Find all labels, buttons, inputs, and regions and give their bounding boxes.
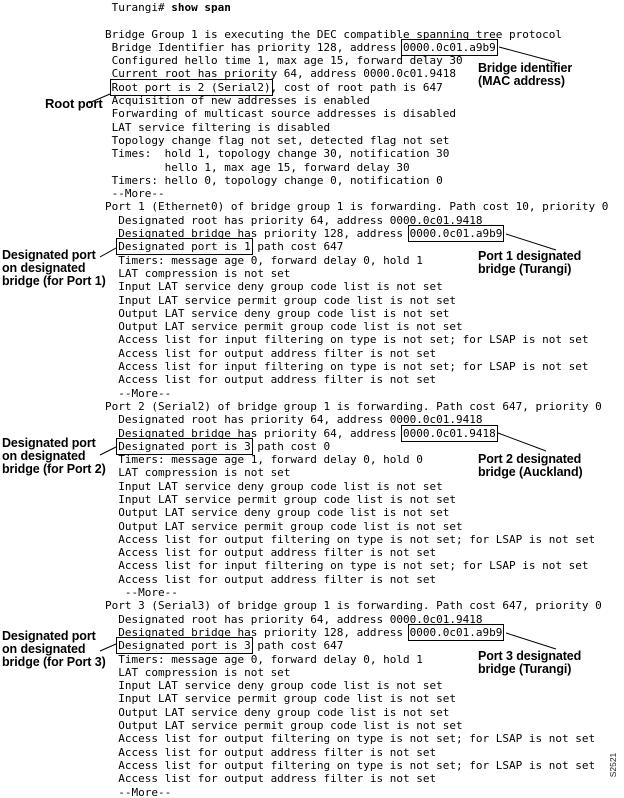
terminal-text: Turangi# — [105, 1, 172, 14]
callout-text: on designated — [2, 449, 86, 463]
terminal-text: Current root has priority 64, address 0000.0c01.9418 — [105, 67, 456, 81]
terminal-text: Access list for input filtering on type is not set; for LSAP is not set — [105, 559, 589, 573]
callout-designated-port-2 — [2, 437, 106, 476]
terminal-text: Access list for output address filter is not set — [105, 572, 437, 586]
leader-port2-bridge — [498, 433, 546, 451]
terminal-text: Access list for output address filter is not set — [105, 373, 437, 387]
figure-id-label: S2521 — [608, 752, 618, 778]
callout-text: bridge (for Port 1) — [2, 274, 106, 288]
terminal-text: --More-- — [105, 785, 172, 798]
terminal-text: Times: hold 1, topology change 30, notification 30 — [105, 147, 450, 161]
terminal-text: Output LAT service permit group code list is not set — [105, 719, 463, 733]
terminal-text: Timers: hello 0, topology change 0, notification 0 — [105, 173, 443, 187]
terminal-text: Designated bridge has priority 64, address — [105, 426, 404, 440]
callout-text: bridge (Turangi) — [478, 262, 572, 276]
boxed-value: Root port is 2 (Serial2) — [111, 80, 271, 94]
terminal-text: Timers: message age 0, forward delay 0, hold 1 — [105, 652, 423, 666]
callout-root-port — [45, 97, 103, 110]
terminal-text: Topology change flag not set, detected flag not set — [105, 133, 450, 147]
callout-text: Port 1 designated — [478, 249, 582, 263]
terminal-text: Configured hello time 1, max age 15, forward delay 30 — [105, 54, 463, 68]
callout-text: Designated port — [2, 248, 96, 262]
terminal-text: Input LAT service permit group code list is not set — [105, 293, 456, 307]
terminal-text: Access list for output address filter is not set — [105, 772, 437, 786]
callout-port3-designated-bridge — [478, 650, 581, 676]
boxed-value: Designated port is 3 — [118, 439, 251, 453]
boxed-value: 0000.0c01.a9b9 — [409, 625, 503, 639]
terminal-text: LAT compression is not set — [105, 466, 291, 480]
terminal-text: Designated root has priority 64, address 0000.0c01.9418 — [105, 213, 483, 227]
terminal-text: Access list for input filtering on type is not set; for LSAP is not set — [105, 360, 589, 374]
terminal-text: Designated bridge has priority 128, address — [105, 625, 410, 639]
callout-designated-port-1 — [2, 249, 106, 288]
callout-text: (MAC address) — [478, 74, 565, 88]
callout-port2-designated-bridge — [478, 453, 583, 479]
boxed-value: 0000.0c01.a9b9 — [409, 227, 503, 241]
terminal-text: Port 2 (Serial2) of bridge group 1 is forwarding. Path cost 647, priority 0 — [105, 399, 602, 413]
leader-bridge-identifier — [499, 47, 555, 62]
terminal-text: Access list for output address filter is not set — [105, 346, 437, 360]
callout-text: bridge (for Port 2) — [2, 462, 106, 476]
terminal-text: Input LAT service deny group code list is not set — [105, 679, 443, 693]
terminal-text: path cost 647 — [250, 639, 344, 653]
callout-text: Port 3 designated — [478, 649, 582, 663]
terminal-text: Bridge Group 1 is executing the DEC compatible spanning tree protocol — [105, 27, 562, 41]
terminal-text: Forwarding of multicast source addresses is disabled — [105, 107, 456, 121]
callout-designated-port-3 — [2, 630, 106, 669]
terminal-text: path cost 0 — [250, 439, 331, 453]
terminal-text: Access list for output filtering on type is not set; for LSAP is not set — [105, 532, 596, 546]
callout-bridge-identifier — [478, 62, 572, 88]
leader-port3-bridge — [506, 633, 556, 649]
terminal-text: Input LAT service deny group code list is not set — [105, 479, 443, 493]
callout-text: bridge (for Port 3) — [2, 655, 106, 669]
boxed-value: Designated port is 3 — [118, 639, 251, 653]
terminal-text: Output LAT service deny group code list is not set — [105, 506, 450, 520]
callout-text: bridge (Auckland) — [478, 465, 583, 479]
callout-text: on designated — [2, 261, 86, 275]
terminal-text: --More-- — [105, 586, 178, 600]
terminal-text: Access list for output address filter is not set — [105, 546, 437, 560]
callout-text: bridge (Turangi) — [478, 662, 572, 676]
terminal-text: Acquisition of new addresses is enabled — [105, 94, 370, 108]
terminal-text: Bridge Identifier has priority 128, address — [105, 40, 404, 54]
terminal-text: Port 1 (Ethernet0) of bridge group 1 is forwarding. Path cost 10, priority 0 — [105, 200, 609, 214]
callout-text: Bridge identifier — [478, 61, 573, 75]
terminal-text: LAT service filtering is disabled — [105, 120, 331, 134]
terminal-text: Output LAT service permit group code list is not set — [105, 320, 463, 334]
terminal-text: Port 3 (Serial3) of bridge group 1 is forwarding. Path cost 647, priority 0 — [105, 599, 602, 613]
terminal-text: Timers: message age 0, forward delay 0, hold 1 — [105, 253, 423, 267]
terminal-text: Access list for output address filter is not set — [105, 745, 437, 759]
callout-text: on designated — [2, 642, 86, 656]
boxed-value: Designated port is 1 — [118, 240, 251, 254]
terminal-text: Input LAT service permit group code list is not set — [105, 492, 456, 506]
leader-port1-bridge — [506, 234, 556, 250]
terminal-text: Access list for output filtering on type is not set; for LSAP is not set — [105, 758, 596, 772]
terminal-text: Output LAT service deny group code list is not set — [105, 306, 450, 320]
terminal-text: Input LAT service deny group code list is not set — [105, 280, 443, 294]
callout-text: Designated port — [2, 629, 96, 643]
terminal-text: show span — [171, 1, 231, 14]
terminal-text: hello 1, max age 15, forward delay 30 — [105, 160, 410, 174]
terminal-text: Output LAT service permit group code list is not set — [105, 519, 463, 533]
callout-text: Root port — [45, 96, 103, 111]
boxed-value: 0000.0c01.9418 — [403, 426, 496, 440]
callout-port1-designated-bridge — [478, 250, 581, 276]
terminal-text: Access list for input filtering on type is not set; for LSAP is not set — [105, 333, 589, 347]
terminal-text: Designated bridge has priority 128, address — [105, 227, 410, 241]
boxed-value: 0000.0c01.a9b9 — [403, 40, 496, 54]
terminal-text: --More-- — [105, 386, 172, 400]
terminal-text: LAT compression is not set — [105, 266, 291, 280]
terminal-text: --More-- — [105, 187, 165, 201]
terminal-text: Output LAT service deny group code list is not set — [105, 705, 450, 719]
terminal-text: Timers: message age 1, forward delay 0, hold 0 — [105, 453, 423, 467]
terminal-text: Designated root has priority 64, address 0000.0c01.9418 — [105, 612, 483, 626]
terminal-text: , cost of root path is 647 — [270, 80, 443, 94]
terminal-text: Input LAT service permit group code list is not set — [105, 692, 456, 706]
terminal-text: Designated root has priority 64, address 0000.0c01.9418 — [105, 413, 483, 427]
callout-text: Designated port — [2, 436, 96, 450]
callout-text: Port 2 designated — [478, 452, 582, 466]
terminal-text: LAT compression is not set — [105, 665, 291, 679]
terminal-text: path cost 647 — [250, 240, 344, 254]
terminal-text: Access list for output filtering on type is not set; for LSAP is not set — [105, 732, 596, 746]
